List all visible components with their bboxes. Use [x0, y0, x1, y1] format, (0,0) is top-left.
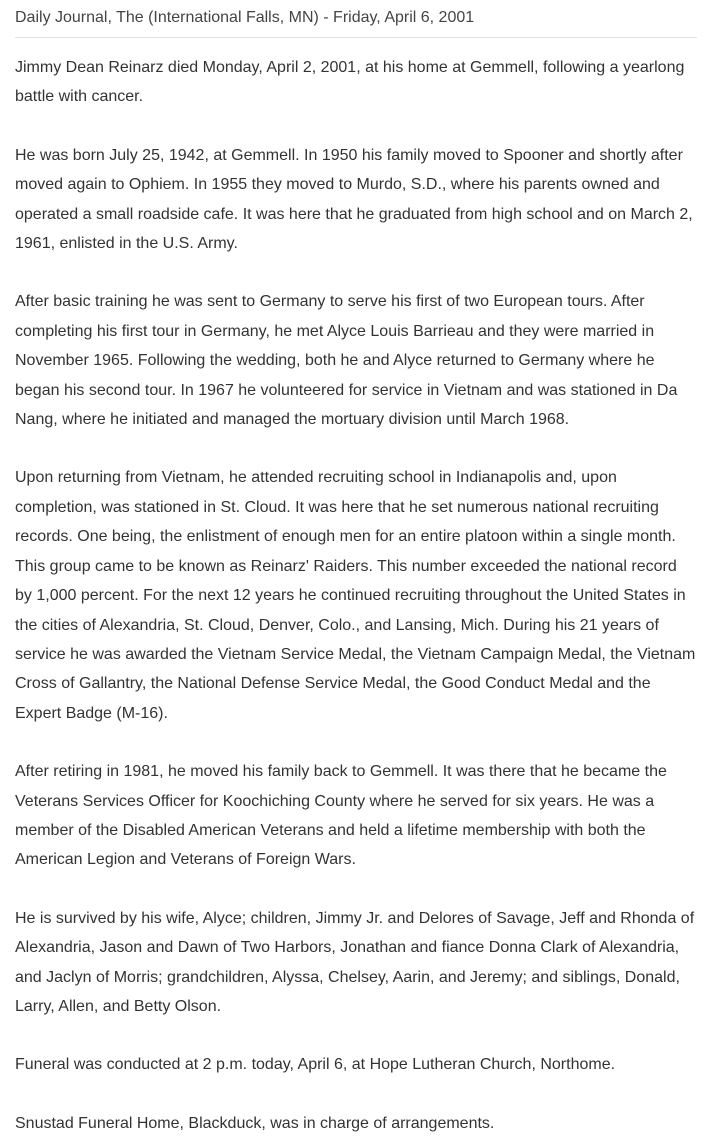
- paragraph-funeral: Funeral was conducted at 2 p.m. today, April 6, at Hope Lutheran Church, Northome.: [15, 1056, 616, 1074]
- source-line: Daily Journal, The (International Falls, MN) - Friday, April 6, 2001: [15, 8, 697, 38]
- paragraph-military-tours: After basic training he was sent to Germany to serve his first of two European tours. After completing his first tour in Germany, he met Alyce Louis Barrieau and they were married in November 1965. Following the wedding, both he and Alyce returned to Germany where he began his second tour. In 1967 he volunteered for service in Vietnam and was stationed in Da Nang, where he initiated and managed the mortuary division until March 1968.: [15, 293, 678, 429]
- paragraph-retirement: After retiring in 1981, he moved his family back to Gemmell. It was there that he became the Veterans Services Officer for Koochiching County where he served for six years. He was a member of the Disabled American Veterans and held a lifetime membership with both the American Legion and Veterans of Foreign Wars.: [15, 763, 667, 869]
- paragraph-death-notice: Jimmy Dean Reinarz died Monday, April 2, 2001, at his home at Gemmell, following a yearlong battle with cancer.: [15, 59, 685, 106]
- paragraph-early-life: He was born July 25, 1942, at Gemmell. In 1950 his family moved to Spooner and shortly after moved again to Ophiem. In 1955 they moved to Murdo, S.D., where his parents owned and operated a small roadside cafe. It was here that he graduated from high school and on March 2, 1961, enlisted in the U.S. Army.: [15, 146, 693, 253]
- paragraph-survivors: He is survived by his wife, Alyce; children, Jimmy Jr. and Delores of Savage, Jeff and Rhonda of Alexandria, Jason and Dawn of Two Harbors, Jonathan and fiance Donna Clark of Alexandria, and Jaclyn of Morris; grandchildren, Alyssa, Chelsey, Aarin, and Jeremy; and siblings, Donald, Larry, Allen, and Betty Olson.: [15, 909, 695, 1015]
- paragraph-recruiting-career: Upon returning from Vietnam, he attended recruiting school in Indianapolis and, upon completion, was stationed in St. Cloud. It was here that he set numerous national recruiting records. One being, the enlistment of enough men for an entire platoon within a single month. This group came to be known as Reinarz' Raiders. This number exceeded the national record by 1,000 percent. For the next 12 years he continued recruiting throughout the United States in the cities of Alexandria, St. Cloud, Denver, Colo., and Lansing, Mich. During his 21 years of service he was awarded the Vietnam Service Medal, the Vietnam Campaign Medal, the Vietnam Cross of Gallantry, the National Defense Service Medal, the Good Conduct Medal and the Expert Badge (M-16).: [15, 469, 696, 722]
- paragraph-arrangements: Snustad Funeral Home, Blackduck, was in charge of arrangements.: [15, 1114, 495, 1132]
- article-body: [15, 53, 697, 1138]
